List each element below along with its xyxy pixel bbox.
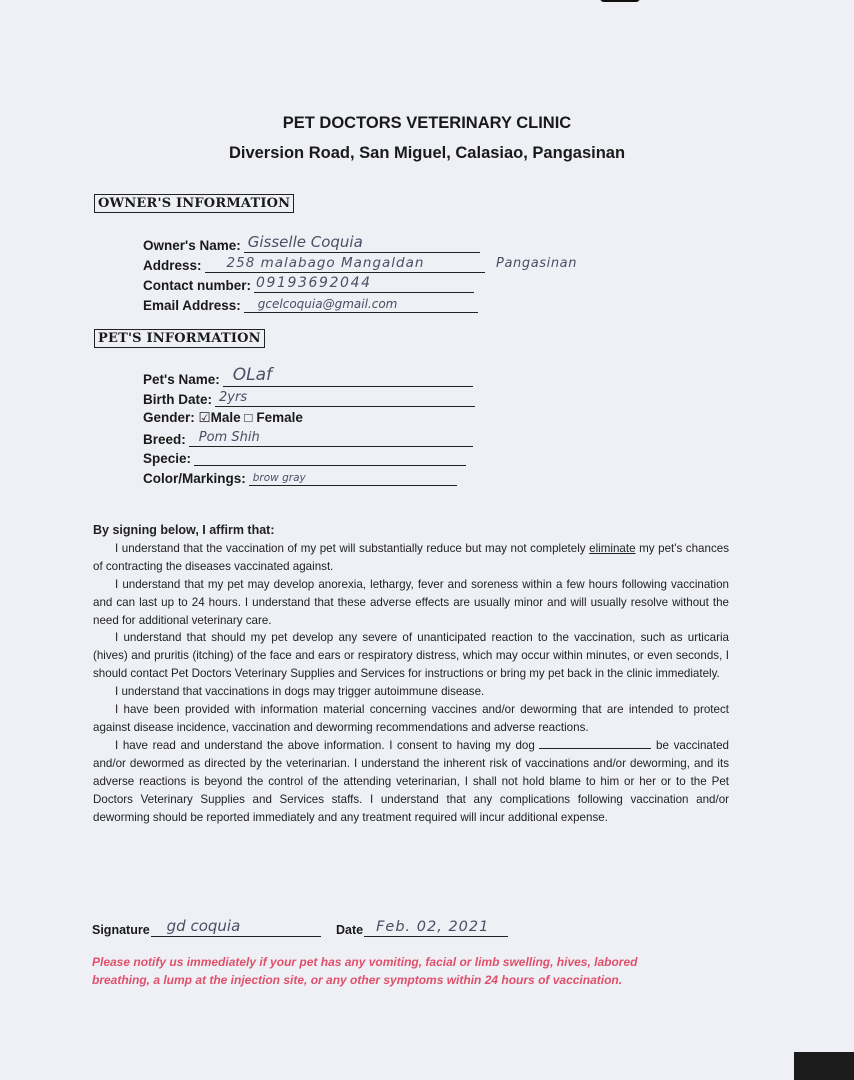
signature-line[interactable]	[151, 918, 321, 937]
specie-label: Specie:	[143, 451, 192, 466]
owner-name-line[interactable]	[244, 234, 480, 253]
color-markings-label: Color/Markings:	[143, 471, 246, 486]
consent-paragraph-6	[93, 737, 729, 827]
breed-line[interactable]	[189, 428, 473, 447]
consent-p6-text-end: be vaccinated and/or dewormed as directed by the veterinarian. I understand the inherent risk of vaccinations and/or deworming, and its adverse reactions is beyond the control of the attending veterinarian, I shall not hold blame to him or her or to the Pet Doctors Veterinary Supplies and Services staffs. I understand that any complications following vaccination and/or deworming should be reported immediately and any treatment required will incur additional expense.	[93, 738, 729, 824]
breed-value: Pom Shih	[198, 430, 260, 445]
pet-name-line[interactable]	[223, 365, 473, 387]
date-value: Feb. 02, 2021	[376, 919, 490, 935]
male-label: Male	[210, 410, 241, 425]
breed-field	[143, 428, 473, 447]
consent-p6-text: I have read and understand the above information. I consent to having my dog	[115, 738, 540, 752]
color-markings-line[interactable]	[249, 467, 457, 486]
consent-text	[93, 522, 729, 826]
contact-field	[143, 274, 474, 293]
email-field	[143, 294, 478, 313]
pet-name-field	[143, 365, 473, 387]
address-overflow-value: Pangasinan	[496, 256, 578, 271]
female-checkbox[interactable]: □	[244, 410, 253, 425]
consent-paragraph-1	[93, 540, 729, 576]
male-checkbox[interactable]: ☑	[198, 410, 211, 425]
email-line[interactable]	[244, 294, 478, 313]
clinic-address: Diversion Road, San Miguel, Calasiao, Pangasinan	[228, 144, 626, 162]
specie-field	[143, 447, 466, 466]
birth-date-line[interactable]	[215, 388, 475, 407]
owner-name-label: Owner's Name:	[143, 238, 241, 253]
contact-line[interactable]	[254, 274, 474, 293]
email-value: gcelcoquia@gmail.com	[257, 297, 398, 311]
scan-corner-shadow	[794, 1052, 854, 1080]
dog-name-blank[interactable]	[539, 737, 651, 749]
consent-p1-text: I understand that the vaccination of my pet will substantially reduce but may not completely	[115, 541, 590, 555]
address-field	[143, 254, 485, 273]
consent-p1-text-end: my pet's chances of contracting the diseases vaccinated against.	[93, 541, 729, 573]
color-markings-field	[143, 467, 457, 486]
pet-name-value: OLaf	[232, 365, 273, 385]
pet-name-label: Pet's Name:	[143, 372, 220, 387]
gender-field	[143, 410, 303, 426]
consent-paragraph-5: I have been provided with information material concerning vaccines and/or deworming that are intended to protect against disease incidence, vaccination and deworming recommendations and adverse reactions.	[93, 703, 729, 734]
owner-name-field	[143, 234, 480, 253]
breed-label: Breed:	[143, 432, 186, 447]
clinic-name: PET DOCTORS VETERINARY CLINIC	[282, 114, 572, 132]
consent-p1-underlined: eliminate	[589, 541, 636, 555]
birth-date-field	[143, 388, 475, 407]
consent-heading: By signing below, I affirm that:	[93, 523, 275, 537]
owner-section-title: OWNER'S INFORMATION	[94, 194, 294, 213]
email-label: Email Address:	[143, 298, 241, 313]
pet-section-title: PET'S INFORMATION	[94, 329, 265, 348]
post-vaccination-notice: Please notify us immediately if your pet has any vomiting, facial or limb swelling, hives, labored breathing, a lump at the injection site, or any other symptoms within 24 hours of vaccination.	[92, 955, 638, 987]
signature-label: Signature	[92, 923, 150, 937]
signature-value: gd coquia	[166, 917, 241, 935]
color-markings-value: brow gray	[252, 472, 306, 484]
contact-label: Contact number:	[143, 278, 251, 293]
contact-value: 09193692044	[256, 275, 372, 291]
consent-paragraph-3: I understand that should my pet develop any severe of unanticipated reaction to the vaccination, such as urticaria (hives) and pruritis (itching) of the face and ears or respiratory distress, which may occur within minutes, or even seconds, I should contact Pet Doctors Veterinary Supplies and Services for instructions or bring my pet back in the clinic immediately.	[93, 631, 729, 681]
gender-label: Gender:	[143, 410, 195, 425]
birth-date-value: 2yrs	[219, 390, 248, 405]
signature-field	[92, 918, 321, 937]
owner-name-value: Gisselle Coquia	[247, 233, 363, 251]
birth-date-label: Birth Date:	[143, 392, 213, 407]
date-label: Date	[336, 923, 364, 937]
address-label: Address:	[143, 258, 202, 273]
date-line[interactable]	[364, 918, 508, 937]
consent-paragraph-4: I understand that vaccinations in dogs may trigger autoimmune disease.	[115, 685, 485, 699]
address-line[interactable]	[205, 254, 485, 273]
scan-mark	[600, 0, 640, 2]
date-field	[336, 918, 508, 937]
female-label: Female	[256, 410, 303, 425]
address-value: 258 malabago Mangaldan	[226, 255, 425, 271]
consent-paragraph-2: I understand that my pet may develop anorexia, lethargy, fever and soreness within a few hours following vaccination and can last up to 24 hours. I understand that these adverse effects are usually minor and will usually resolve without the need for additional veterinary care.	[93, 577, 729, 627]
specie-line[interactable]	[194, 447, 466, 466]
